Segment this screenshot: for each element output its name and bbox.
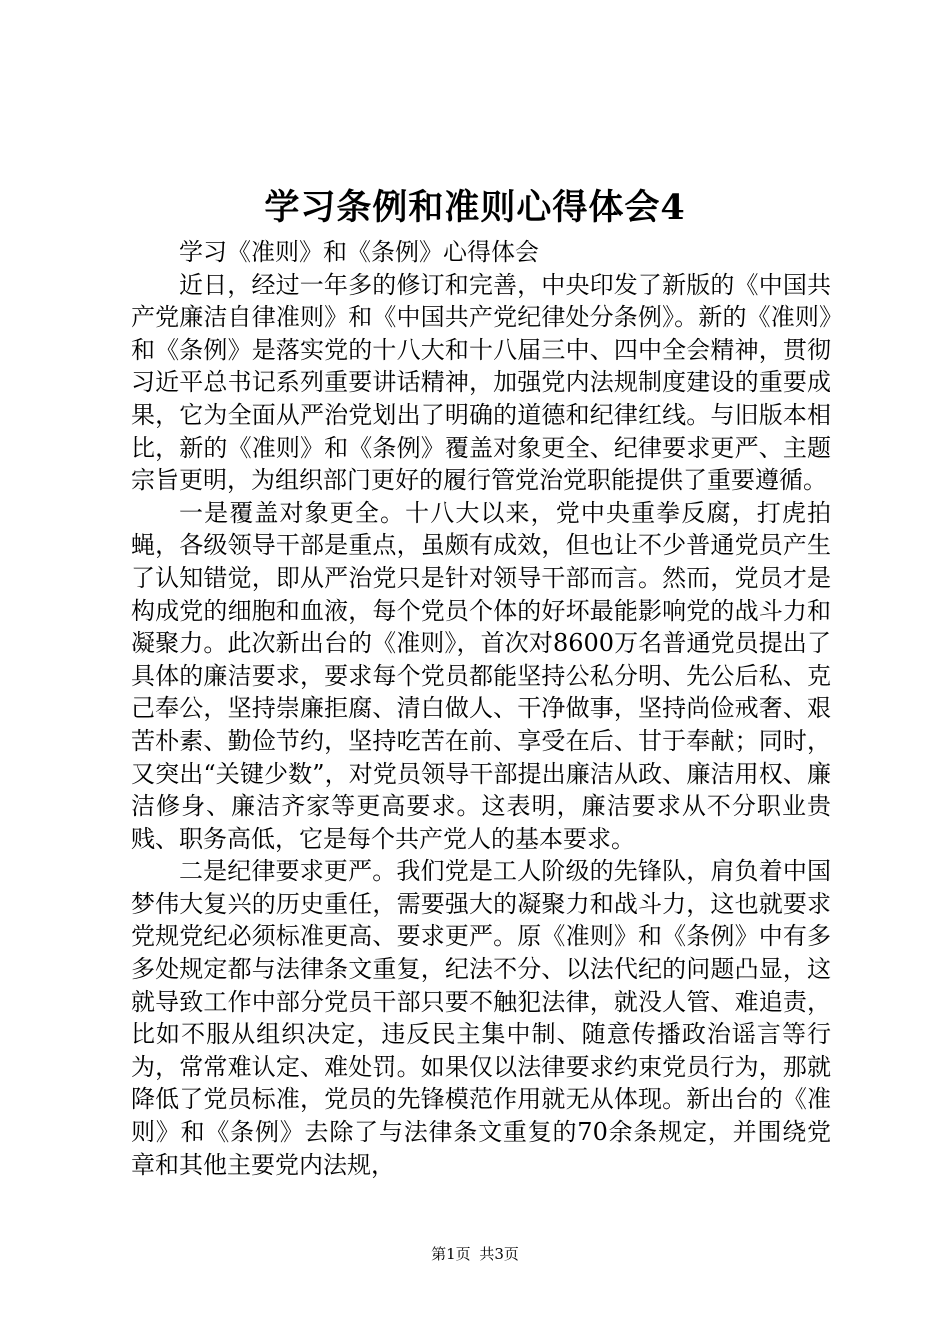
page-total: 共3页 xyxy=(479,1245,519,1263)
paragraph-discipline: 二是纪律要求更严。我们党是工人阶级的先锋队，肩负着中国梦伟大复兴的历史重任，需要强大的凝聚力和战斗力，这也就要求党规党纪必须标准更高、要求更严。原《准则》和《条例》中有多多处规定都与法律条文重复，纪法不分、以法代纪的问题凸显，这就导致工作中部分党员干部只要不触犯法律，就没人管、难追责，比如不服从组织决定，违反民主集中制、随意传播政治谣言等行为，常常难认定、难处罚。如果仅以法律要求约束党员行为，那就降低了党员标准，党员的先锋模范作用就无从体现。新出台的《准则》和《条例》去除了与法律条文重复的70余条规定，并围绕党章和其他主要党内法规， xyxy=(131,857,831,1179)
page-footer xyxy=(0,1244,950,1264)
document-title: 学习条例和准则心得体会4 xyxy=(264,187,686,228)
page-number: 第1页 xyxy=(431,1245,471,1263)
paragraph-intro: 近日，经过一年多的修订和完善，中央印发了新版的《中国共产党廉洁自律准则》和《中国共产党纪律处分条例》。新的《准则》和《条例》是落实党的十八大和十八届三中、四中全会精神，贯彻习近平总书记系列重要讲话精神，加强党内法规制度建设的重要成果，它为全面从严治党划出了明确的道德和纪律红线。与旧版本相比，新的《准则》和《条例》覆盖对象更全、纪律要求更严、主题宗旨更明，为组织部门更好的履行管党治党职能提供了重要遵循。 xyxy=(131,270,831,495)
document-subtitle: 学习《准则》和《条例》心得体会 xyxy=(179,238,539,266)
paragraph-coverage: 一是覆盖对象更全。十八大以来，党中央重拳反腐，打虎拍蝇，各级领导干部是重点，虽颇有成效，但也让不少普通党员产生了认知错觉，即从严治党只是针对领导干部而言。然而，党员才是构成党的细胞和血液，每个党员个体的好坏最能影响党的战斗力和凝聚力。此次新出台的《准则》，首次对8600万名普通党员提出了具体的廉洁要求，要求每个党员都能坚持公私分明、先公后私、克己奉公，坚持崇廉拒腐、清白做人、干净做事，坚持尚俭戒奢、艰苦朴素、勤俭节约，坚持吃苦在前、享受在后、甘于奉献；同时，又突出“关键少数”，对党员领导干部提出廉洁从政、廉洁用权、廉洁修身、廉洁齐家等更高要求。这表明，廉洁要求从不分职业贵贱、职务高低，它是每个共产党人的基本要求。 xyxy=(131,498,831,853)
document-body xyxy=(131,236,831,1181)
